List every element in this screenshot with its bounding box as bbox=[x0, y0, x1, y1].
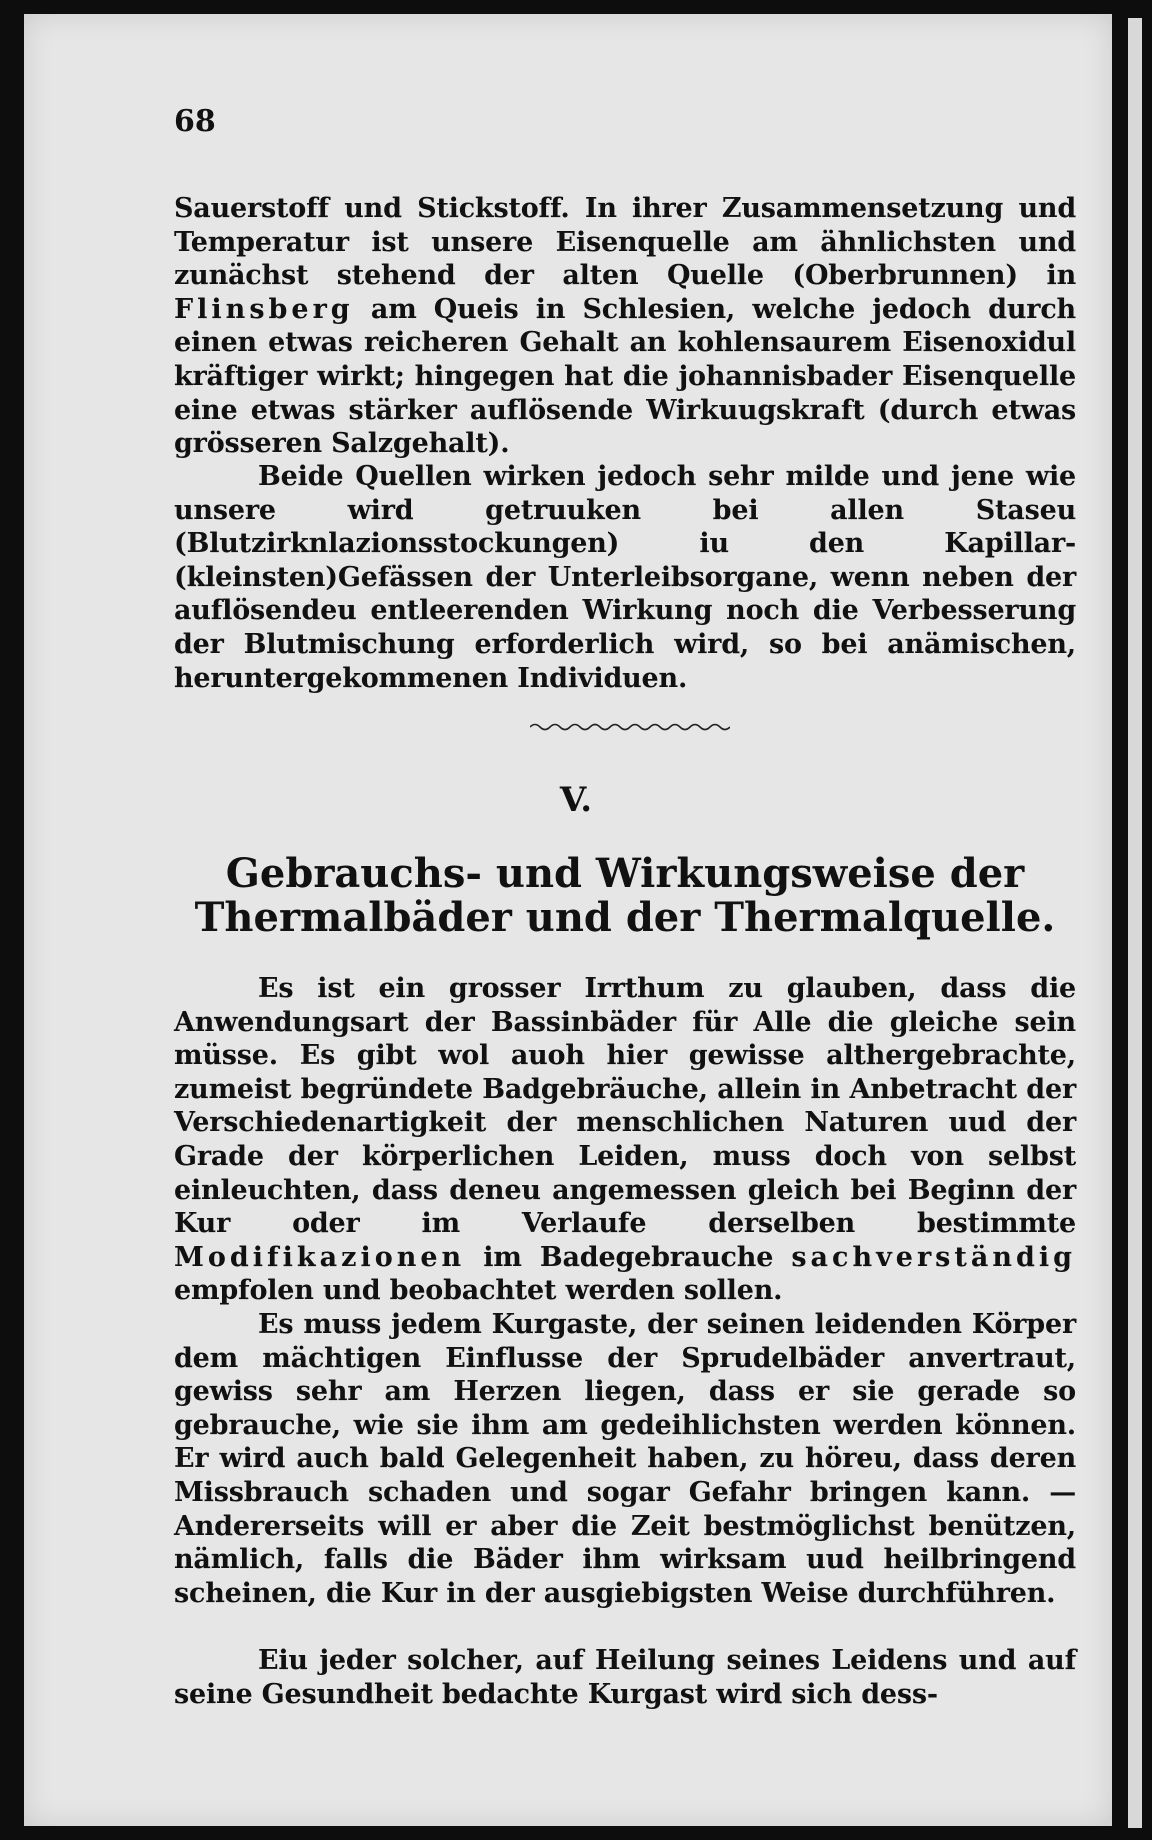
wavy-divider-ornament bbox=[530, 720, 730, 734]
spaced-place-name: Flinsberg bbox=[174, 293, 354, 325]
paragraph-irrthum bbox=[174, 972, 1076, 1308]
paragraph-text: Es ist ein grosser Irrthum zu glauben, dass die Anwendungsart der Bassinbäder für Alle die gleiche sein müsse. Es gibt wol auoh hier gewisse althergebrachte, zumeist begründete Badgebräuche, allein in Anbetracht der Verschiedenartigkeit der menschlichen Naturen uud der Grade der körperlichen Leiden, muss doch von selbst einleuchten, dass deneu angemessen gleich bei Beginn der Kur oder im Verlaufe derselben bestimmte bbox=[174, 973, 1076, 1240]
paragraph-kurgaste: Es muss jedem Kurgaste, der seinen leidenden Körper dem mächtigen Einflusse der Sprudelbäder anvertraut, gewiss sehr am Herzen liegen, dass er sie gerade so gebrauche, wie sie ihm am gedeihlichsten werden können. Er wird auch bald Gelegenheit haben, zu höreu, dass deren Missbrauch schaden und sogar Gefahr bringen kann. — Andererseits will er aber die Zeit bestmöglichst benützen, nämlich, falls die Bäder ihm wirksam uud heilbringend scheinen, die Kur in der ausgiebigsten Weise durchführen. bbox=[174, 1309, 1076, 1609]
spaced-word-sachverstaendig: sachverständig bbox=[791, 1241, 1076, 1273]
paragraph-beide-quellen: Beide Quellen wirken jedoch sehr milde und jene wie unsere wird getruuken bei allen Staseu (Blutzirknlazionsstockungen) iu den Kapillar-(kleinsten)Gefässen der Unterleibsorgane, wenn neben der auflösendeu entleerenden Wirkung noch die Verbesserung der Blutmischung erforderlich wird, so bei anämischen, heruntergekommenen Individuen. bbox=[174, 461, 1076, 694]
section-number: V. bbox=[559, 780, 593, 820]
paragraph-text: am Queis in Schlesien, welche jedoch durch einen etwas reicheren Gehalt an kohlensaurem Eisenoxidul kräftiger wirkt; hingegen hat die johannisbader Eisenquelle eine etwas stärker auflösende Wirkuugskraft (durch etwas grösseren Salzgehalt). bbox=[174, 293, 1076, 460]
paragraph-text: im Badegebrauche bbox=[465, 1241, 792, 1273]
paragraph-heilung: Eiu jeder solcher, auf Heilung seines Leidens und auf seine Gesundheit bedachte Kurgast wird sich dess- bbox=[174, 1645, 1076, 1710]
paragraph-text: empfolen und beobachtet werden sollen. bbox=[174, 1275, 783, 1307]
paragraph-text: Sauerstoff und Stickstoff. In ihrer Zusammensetzung und Temperatur ist unsere Eisenquelle am ähnlichsten und zunächst stehend der alten Quelle (Oberbrunnen) in bbox=[174, 193, 1076, 292]
spaced-word-modifikazionen: Modifikazionen bbox=[174, 1241, 466, 1273]
section-title-line-2: Thermalbäder und der Thermalquelle. bbox=[194, 894, 1056, 941]
paragraph-oxygen-nitrogen bbox=[174, 192, 1076, 461]
section-title-line-1: Gebrauchs- und Wirkungsweise der bbox=[225, 850, 1025, 897]
page-number: 68 bbox=[174, 104, 216, 139]
next-page-edge bbox=[1128, 18, 1142, 1828]
